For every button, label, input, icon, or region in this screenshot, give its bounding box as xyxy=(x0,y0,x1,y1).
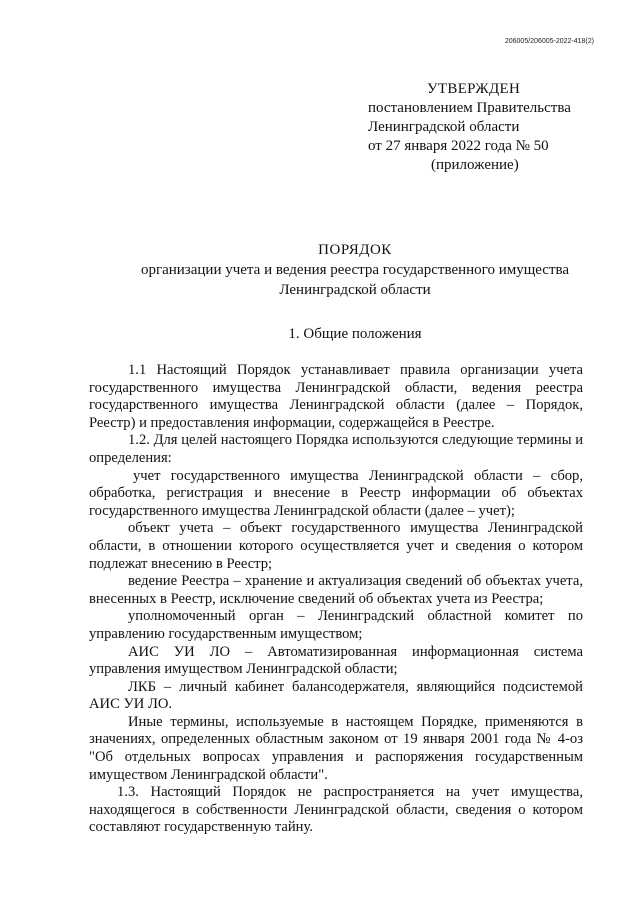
title-subtitle-2: Ленинградской области xyxy=(279,282,431,298)
paragraph-1-3: 1.3. Настоящий Порядок не распространяется на учет имущества, находящегося в собственности Ленинградской области, сведения о котором составляют государственную тайну. xyxy=(89,784,583,836)
title-main: ПОРЯДОК xyxy=(318,242,392,258)
document-title xyxy=(90,240,620,300)
section-heading: 1. Общие положения xyxy=(288,326,422,342)
definition-upolnomochenny-organ: уполномоченный орган – Ленинградский областной комитет по управлению государственным имуществом; xyxy=(89,608,583,642)
paragraph-1-1: 1.1 Настоящий Порядок устанавливает правила организации учета государственного имущества Ленинградской области, ведения реестра государственного имущества Ленинградской области (далее – Порядок, Реестр) и предоставления информации, содержащейся в Реестре. xyxy=(89,362,583,431)
document-code: 206005/206005-2022-418(2) xyxy=(504,38,594,45)
approval-heading: УТВЕРЖДЕН xyxy=(427,81,521,97)
approval-line-1: постановлением Правительства xyxy=(368,100,571,116)
approval-line-3: от 27 января 2022 года № 50 xyxy=(368,138,549,154)
approval-line-4: (приложение) xyxy=(431,157,519,173)
title-subtitle-1: организации учета и ведения реестра государственного имущества xyxy=(140,262,570,278)
paragraph-other-terms: Иные термины, используемые в настоящем Порядке, применяются в значениях, определенных областным законом от 19 января 2001 года № 4-оз "Об отдельных вопросах управления и распоряжения государственным имуществом Ленинградской области". xyxy=(89,713,583,783)
document-body xyxy=(89,362,583,837)
approval-line-2: Ленинградской области xyxy=(368,119,520,135)
approval-block xyxy=(368,80,608,175)
definition-lkb: ЛКБ – личный кабинет балансодержателя, являющийся подсистемой АИС УИ ЛО. xyxy=(89,678,583,713)
definition-obekt-ucheta: объект учета – объект государственного имущества Ленинградской области, в отношении которого осуществляется учет и сведения о котором подлежат внесению в Реестр; xyxy=(89,520,583,572)
definition-ais-ui-lo: АИС УИ ЛО – Автоматизированная информационная система управления имуществом Ленинградской области; xyxy=(89,643,583,678)
paragraph-1-2: 1.2. Для целей настоящего Порядка используются следующие термины и определения: xyxy=(89,432,583,466)
definition-uchet: учет государственного имущества Ленинградской области – сбор, обработка, регистрация и внесение в Реестр информации об объектах государственного имущества Ленинградской области (далее – учет); xyxy=(89,467,583,519)
definition-vedenie-reestra: ведение Реестра – хранение и актуализация сведений об объектах учета, внесенных в Реестр, исключение сведений об объектах учета из Реестра; xyxy=(89,573,583,607)
